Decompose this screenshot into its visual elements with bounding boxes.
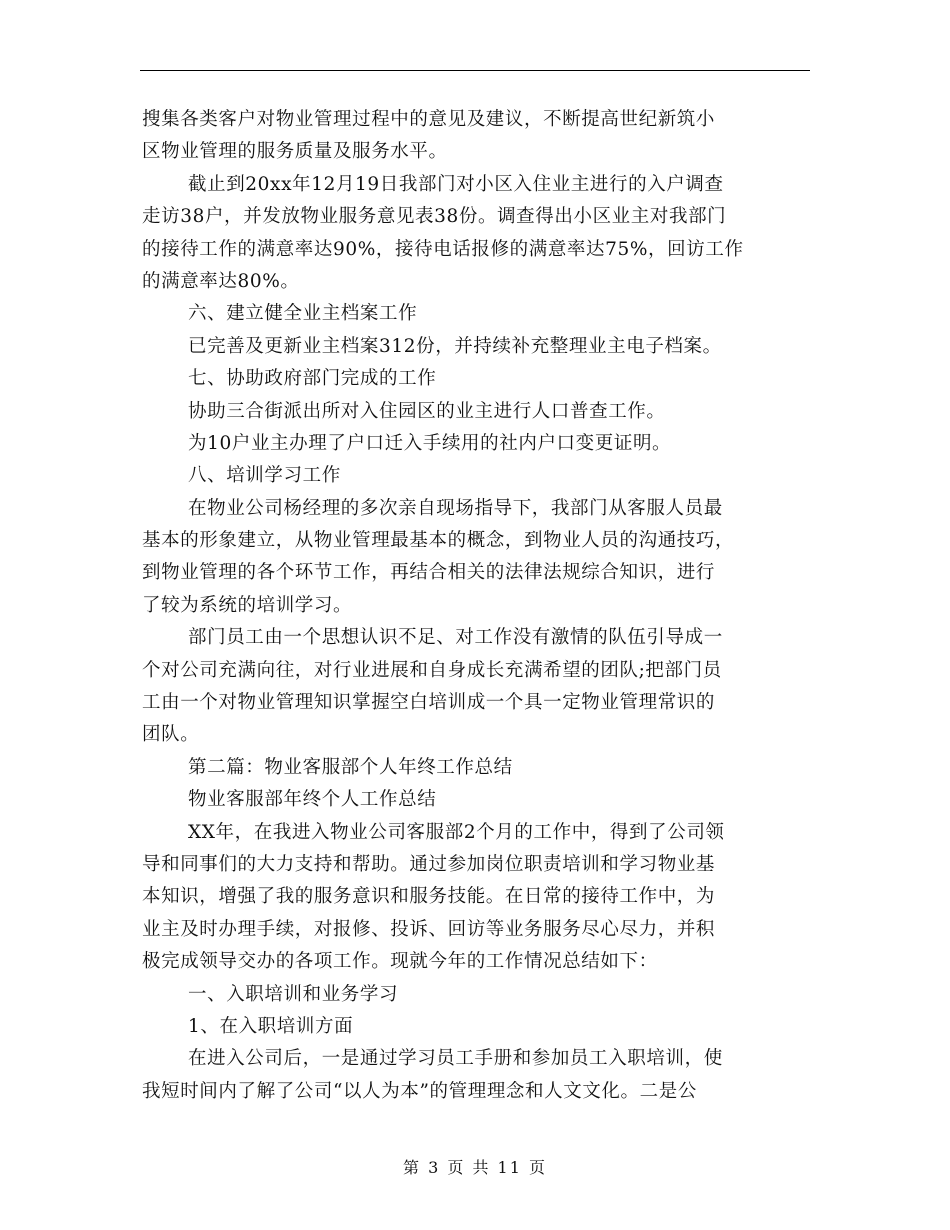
text-line: XX年，在我进入物业公司客服部2个月的工作中，得到了公司领 [188,821,725,843]
text-line: 的接待工作的满意率达90%，接待电话报修的满意率达75%，回访工作 [142,238,744,260]
text-line: 我短时间内了解了公司“以人为本”的管理理念和人文文化。二是公 [142,1080,697,1102]
text-line: 基本的形象建立，从物业管理最基本的概念，到物业人员的沟通技巧， [142,530,735,552]
text-line: 七、协助政府部门完成的工作 [188,368,437,390]
text-line: 六、建立健全业主档案工作 [188,303,418,325]
text-line: 在物业公司杨经理的多次亲自现场指导下，我部门从客服人员最 [188,497,723,519]
text-line: 在进入公司后，一是通过学习员工手册和参加员工入职培训，使 [188,1048,723,1070]
text-line: 八、培训学习工作 [188,465,341,487]
text-line: 截止到20xx年12月19日我部门对小区入住业主进行的入户调查 [188,173,724,195]
text-line: 的满意率达80%。 [142,270,300,292]
document-body [142,104,810,1108]
text-line: 一、入职培训和业务学习 [188,983,399,1005]
text-line: 1、在入职培训方面 [188,1015,354,1037]
text-line: 第二篇：物业客服部个人年终工作总结 [188,756,513,778]
text-line: 团队。 [142,724,200,746]
text-line: 物业客服部年终个人工作总结 [188,789,437,811]
text-line: 本知识，增强了我的服务意识和服务技能。在日常的接待工作中，为 [142,886,716,908]
text-line: 个对公司充满向往，对行业进展和自身成长充满希望的团队;把部门员 [142,659,722,681]
text-line: 已完善及更新业主档案312份，并持续补充整理业主电子档案。 [188,335,722,357]
text-line: 了较为系统的培训学习。 [142,594,353,616]
text-line: 到物业管理的各个环节工作，再结合相关的法律法规综合知识，进行 [142,562,716,584]
text-line: 部门员工由一个思想认识不足、对工作没有激情的队伍引导成一 [188,627,723,649]
text-line: 搜集各类客户对物业管理过程中的意见及建议，不断提高世纪新筑小 [142,109,716,130]
text-line: 为10户业主办理了户口迁入手续用的社内户口变更证明。 [188,432,672,454]
text-line: 导和同事们的大力支持和帮助。通过参加岗位职责培训和学习物业基 [142,853,716,875]
header-rule [140,70,810,71]
text-line: 区物业管理的服务质量及服务水平。 [142,141,448,163]
page-footer: 第 3 页 共 11 页 [403,1158,547,1177]
text-line: 极完成领导交办的各项工作。现就今年的工作情况总结如下： [142,951,658,973]
text-line: 业主及时办理手续，对报修、投诉、回访等业务服务尽心尽力，并积 [142,918,716,940]
text-line: 走访38户，并发放物业服务意见表38份。调查得出小区业主对我部门 [142,206,727,228]
text-line: 工由一个对物业管理知识掌握空白培训成一个具一定物业管理常识的 [142,692,716,714]
text-line: 协助三合街派出所对入住园区的业主进行人口普查工作。 [188,400,666,422]
